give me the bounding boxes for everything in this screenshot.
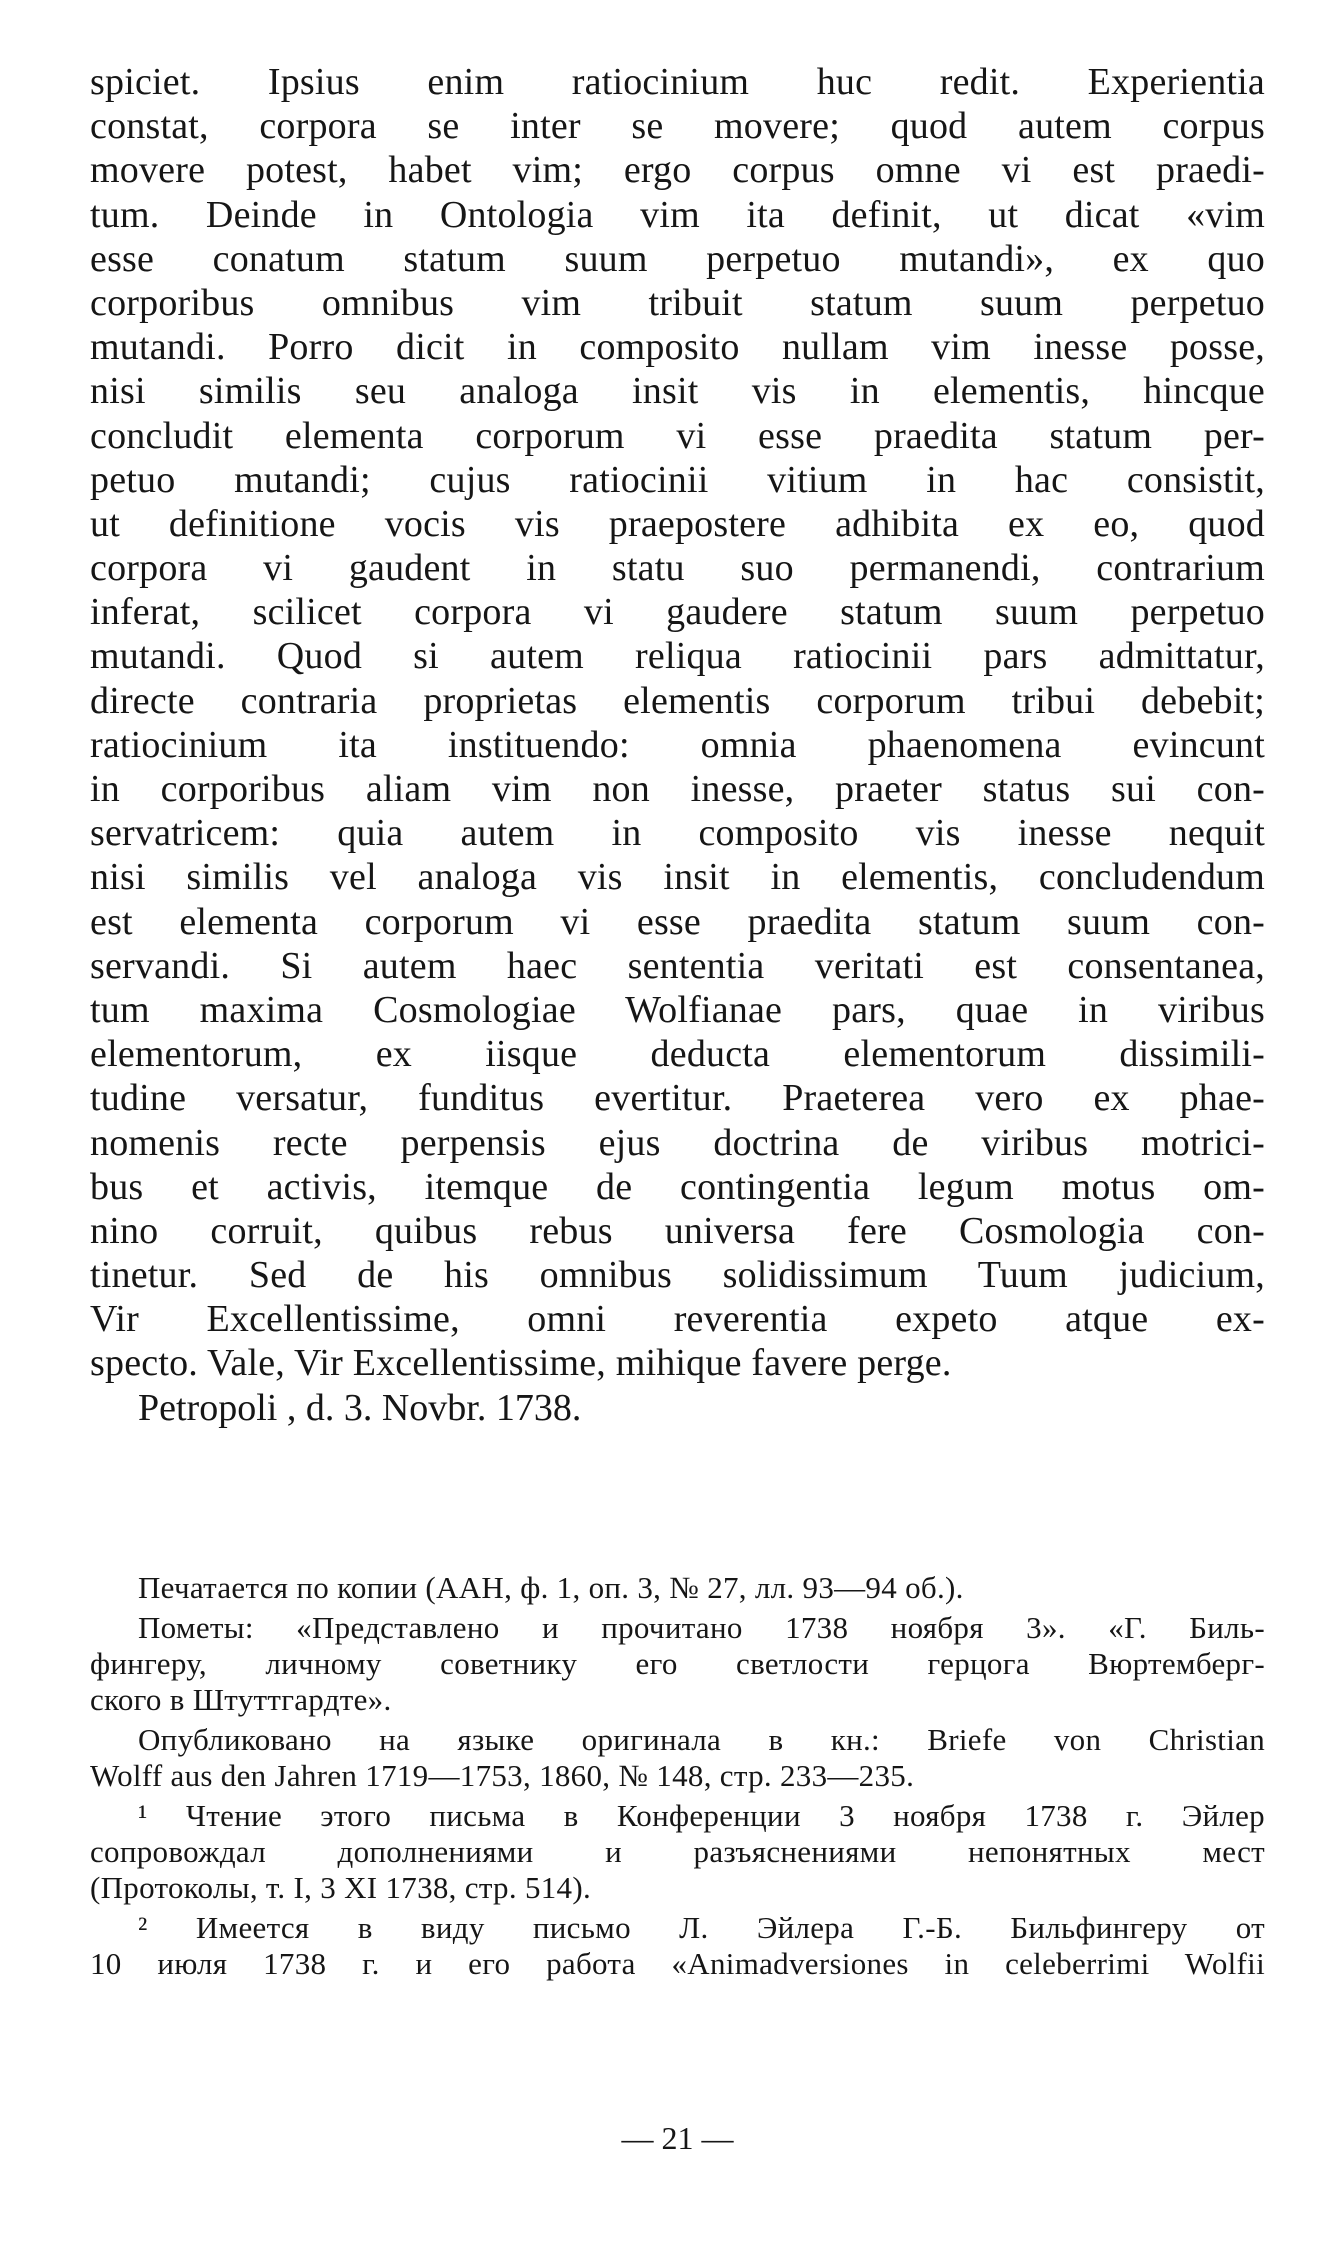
letter-line: ratiocinium ita instituendo: omnia phaenomena evincunt (90, 723, 1265, 766)
letter-line: mutandi. Quod si autem reliqua ratiocinii pars admittatur, (90, 635, 1265, 678)
letter-line: tinetur. Sed de his omnibus solidissimum Tuum judicium, (90, 1254, 1265, 1297)
note-line: (Протоколы, т. I, 3 XI 1738, стр. 514). (90, 1870, 592, 1905)
letter-line: petuo mutandi; cujus ratiocinii vitium in hac consistit, (90, 458, 1265, 501)
note-line: фингеру, личному советнику его светлости герцога Вюртемберг- (90, 1646, 1265, 1681)
publication-note (90, 1722, 1265, 1794)
footnote-2 (90, 1910, 1265, 1982)
letter-line: elementorum, ex iisque deducta elementorum dissimili- (90, 1033, 1265, 1076)
footnote-1 (90, 1798, 1265, 1906)
source-note (90, 1570, 1265, 1606)
letter-line: movere potest, habet vim; ergo corpus omne vi est praedi- (90, 149, 1265, 192)
letter-line: ut definitione vocis vis praepostere adhibita ex eo, quod (90, 502, 1265, 545)
letter-line: nomenis recte perpensis ejus doctrina de viribus motrici- (90, 1121, 1265, 1164)
book-page (90, 60, 1265, 2220)
letter-line: concludit elementa corporum vi esse praedita statum per- (90, 414, 1265, 457)
marks-note (90, 1610, 1265, 1718)
letter-line: nisi similis vel analoga vis insit in elementis, concludendum (90, 856, 1265, 899)
note-line: ского в Штуттгардте». (90, 1682, 392, 1717)
note-line: Wolff aus den Jahren 1719—1753, 1860, № 148, стр. 233—235. (90, 1758, 915, 1793)
editorial-notes (90, 1570, 1265, 1986)
letter-line: corpora vi gaudent in statu suo permanendi, contrarium (90, 547, 1265, 590)
letter-line: tudine versatur, funditus evertitur. Praeterea vero ex phae- (90, 1077, 1265, 1120)
letter-line: esse conatum statum suum perpetuo mutandi», ex quo (90, 237, 1265, 280)
letter-line: in corporibus aliam vim non inesse, praeter status sui con- (90, 768, 1265, 810)
page-number: — 21 — (621, 2120, 734, 2156)
note-line: сопровождал дополнениями и разъяснениями непонятных мест (90, 1834, 1265, 1869)
letter-line: est elementa corporum vi esse praedita statum suum con- (90, 900, 1265, 943)
letter-line: mutandi. Porro dicit in composito nullam vim inesse posse, (90, 326, 1265, 369)
letter-line: corporibus omnibus vim tribuit statum suum perpetuo (90, 281, 1265, 324)
letter-line: bus et activis, itemque de contingentia legum motus om- (90, 1165, 1265, 1208)
note-line: ² Имеется в виду письмо Л. Эйлера Г.-Б. Бильфингеру от (138, 1910, 1265, 1945)
note-line: ¹ Чтение этого письма в Конференции 3 ноября 1738 г. Эйлер (138, 1798, 1265, 1833)
letter-line: nisi similis seu analoga insit vis in elementis, hincque (90, 370, 1265, 413)
note-line: 10 июля 1738 г. и его работа «Animadversiones in celeberrimi Wolfii (90, 1946, 1265, 1981)
note-line: Опубликовано на языке оригинала в кн.: Briefe von Christian (138, 1722, 1265, 1757)
letter-line: spiciet. Ipsius enim ratiocinium huc redit. Experientia (90, 61, 1265, 103)
letter-line: tum. Deinde in Ontologia vim ita definit, ut dicat «vim (90, 193, 1265, 236)
letter-line: constat, corpora se inter se movere; quod autem corpus (90, 105, 1265, 148)
letter-dateline: Petropoli , d. 3. Novbr. 1738. (138, 1386, 582, 1429)
letter-line: tum maxima Cosmologiae Wolfianae pars, quae in viribus (90, 988, 1265, 1031)
letter-line: nino corruit, quibus rebus universa fere Cosmologia con- (90, 1209, 1265, 1252)
letter-line: specto. Vale, Vir Excellentissime, mihique favere perge. (90, 1342, 952, 1385)
letter-line: Vir Excellentissime, omni reverentia expeto atque ex- (90, 1298, 1265, 1341)
letter-line: servandi. Si autem haec sententia veritati est consentanea, (90, 944, 1265, 987)
note-line: Печатается по копии (ААН, ф. 1, оп. 3, № 27, лл. 93—94 об.). (138, 1570, 964, 1605)
letter-text (90, 60, 1265, 1430)
letter-line: inferat, scilicet corpora vi gaudere statum suum perpetuo (90, 591, 1265, 634)
letter-line: servatricem: quia autem in composito vis inesse nequit (90, 812, 1265, 855)
letter-line: directe contraria proprietas elementis corporum tribui debebit; (90, 679, 1265, 722)
note-line: Пометы: «Представлено и прочитано 1738 ноября 3». «Г. Биль- (138, 1610, 1265, 1645)
